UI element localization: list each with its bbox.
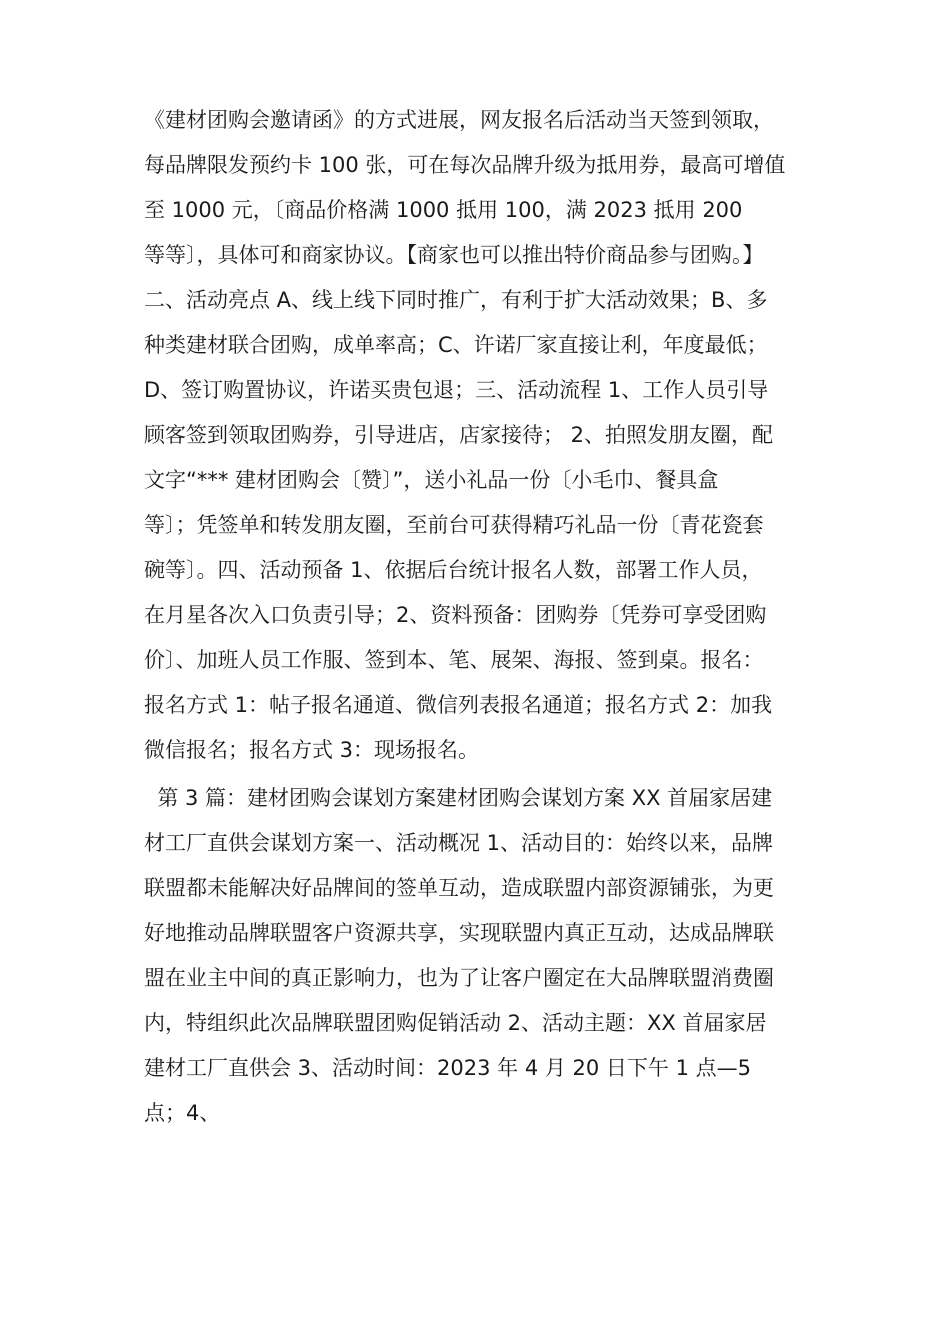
paragraph-2 [144, 776, 816, 1136]
text-line: 每品牌限发预约卡 100 张，可在每次品牌升级为抵用券，最高可增值 [144, 153, 786, 177]
text-line: 内，特组织此次品牌联盟团购促销活动 2、活动主题：XX 首届家居 [144, 1011, 767, 1035]
text-line: 碗等〕。四、活动预备 1、依据后台统计报名人数，部署工作人员， [144, 558, 763, 582]
text-line: 二、活动亮点 A、线上线下同时推广，有利于扩大活动效果；B、多 [144, 288, 768, 312]
text-line: 等〕；凭签单和转发朋友圈，至前台可获得精巧礼品一份〔青花瓷套 [144, 513, 764, 537]
text-line: D、签订购置协议，许诺买贵包退；三、活动流程 1、工作人员引导 [144, 378, 769, 402]
text-line: 顾客签到领取团购券，引导进店，店家接待； 2、拍照发朋友圈，配 [144, 423, 774, 447]
text-line: 至 1000 元，〔商品价格满 1000 抵用 100，满 2023 抵用 200 [144, 198, 743, 222]
paragraph-1 [144, 98, 816, 773]
text-line: 盟在业主中间的真正影响力，也为了让客户圈定在大品牌联盟消费圈 [144, 966, 774, 990]
text-line: 建材工厂直供会 3、活动时间：2023 年 4 月 20 日下午 1 点—5 [144, 1056, 752, 1080]
text-line: 《建材团购会邀请函》的方式进展，网友报名后活动当天签到领取， [144, 108, 774, 132]
text-line: 联盟都未能解决好品牌间的签单互动，造成联盟内部资源铺张，为更 [144, 876, 774, 900]
text-line: 第 3 篇：建材团购会谋划方案建材团购会谋划方案 XX 首届家居建 [144, 786, 773, 810]
text-line: 好地推动品牌联盟客户资源共享，实现联盟内真正互动，达成品牌联 [144, 921, 774, 945]
text-line: 价〕、加班人员工作服、签到本、笔、展架、海报、签到桌。报名： [144, 648, 764, 672]
text-line: 种类建材联合团购，成单率高；C、许诺厂家直接让利，年度最低； [144, 333, 768, 357]
document-page [144, 98, 816, 1136]
text-line: 报名方式 1：帖子报名通道、微信列表报名通道；报名方式 2：加我 [144, 693, 773, 717]
text-line: 微信报名；报名方式 3：现场报名。 [144, 738, 480, 762]
text-line: 在月星各次入口负责引导；2、资料预备：团购券〔凭券可享受团购 [144, 603, 767, 627]
text-line: 等等〕，具体可和商家协议。【商家也可以推出特价商品参与团购。】 [144, 243, 764, 267]
text-line: 材工厂直供会谋划方案一、活动概况 1、活动目的：始终以来，品牌 [144, 831, 774, 855]
text-line: 文字“*** 建材团购会〔赞〕”，送小礼品一份〔小毛巾、餐具盒 [144, 468, 719, 492]
text-line: 点；4、 [144, 1101, 221, 1125]
